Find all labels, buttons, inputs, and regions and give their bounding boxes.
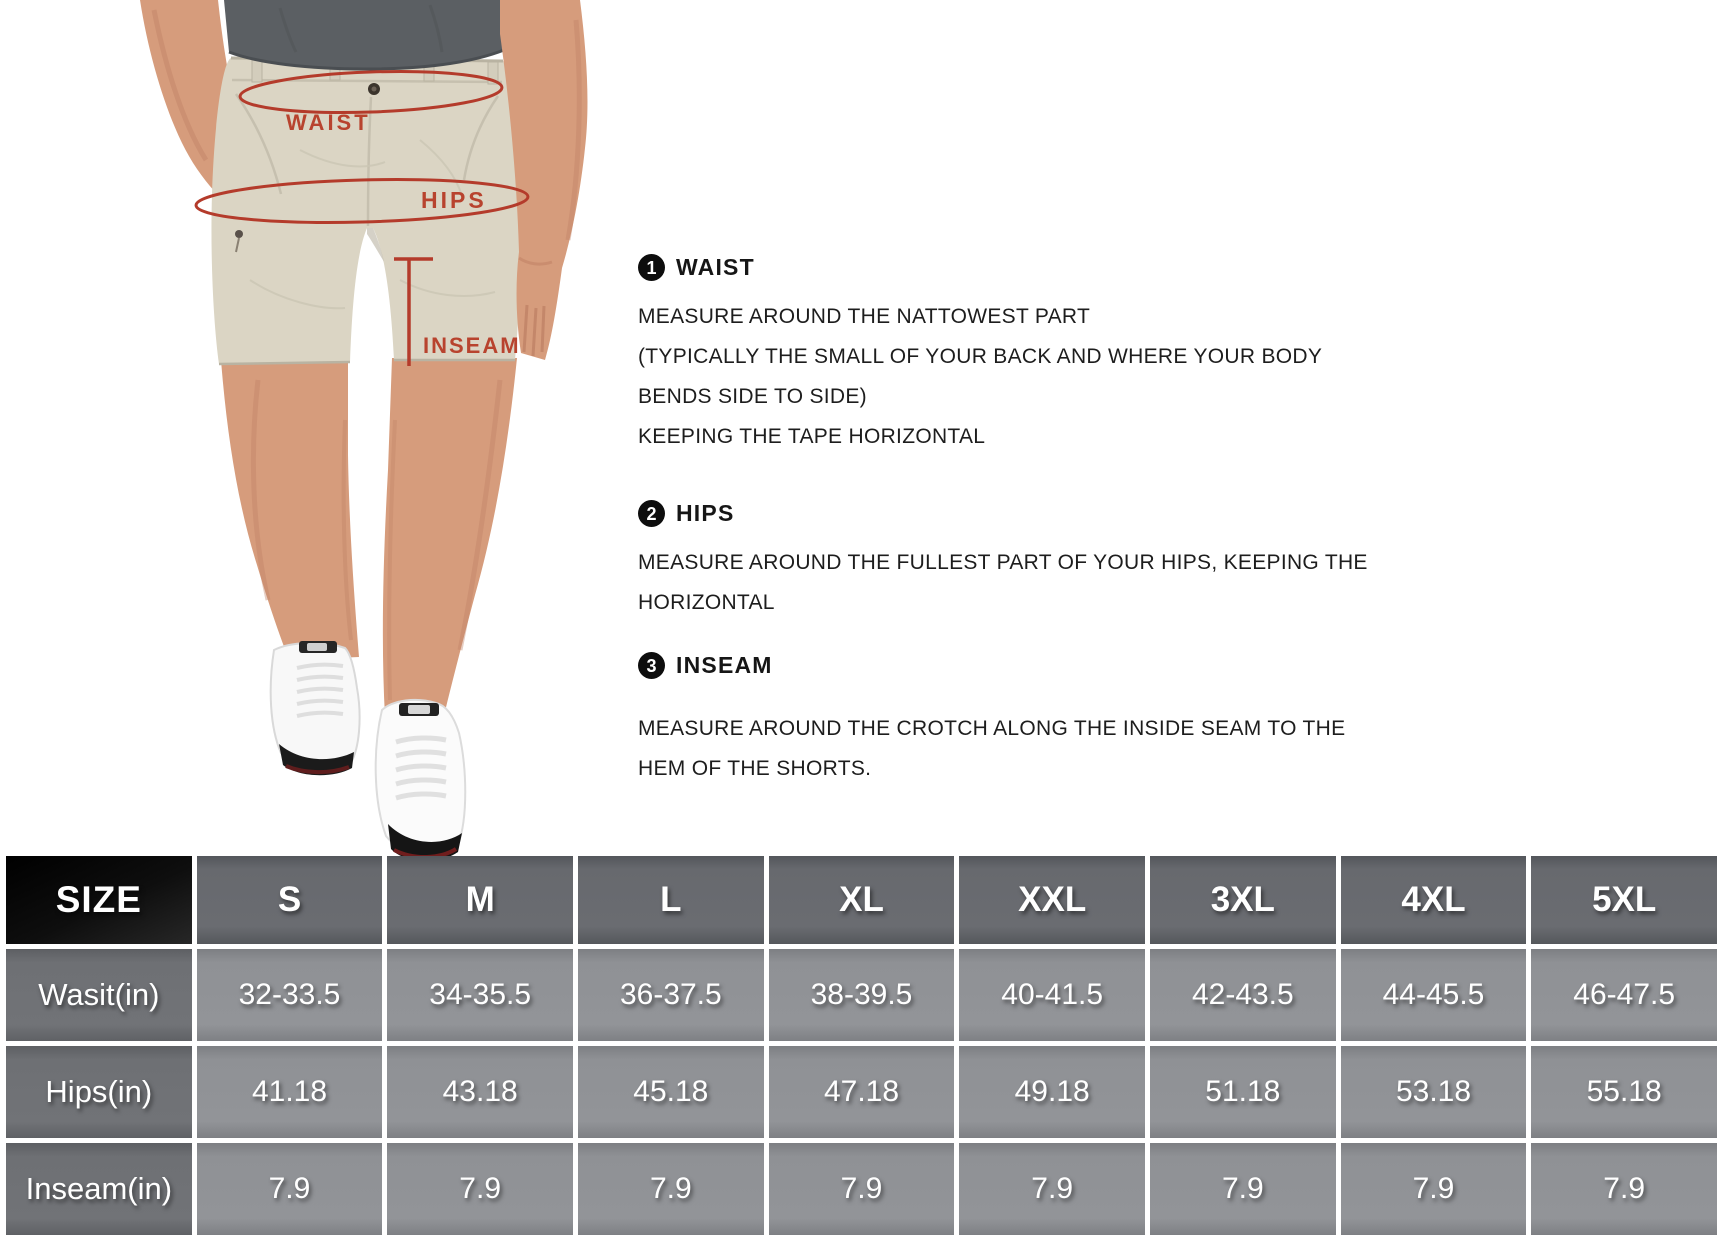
waist-value-s: 32-33.5 bbox=[197, 949, 383, 1041]
legs bbox=[221, 358, 517, 720]
instruction-line: MEASURE AROUND THE NATTOWEST PART bbox=[638, 305, 1091, 328]
instruction-title: HIPS bbox=[676, 500, 735, 526]
instruction-inseam-heading bbox=[638, 652, 1378, 679]
hips-value-l: 45.18 bbox=[578, 1046, 764, 1138]
waist-value-m: 34-35.5 bbox=[387, 949, 573, 1041]
tshirt bbox=[224, 0, 506, 69]
inseam-value-m: 7.9 bbox=[387, 1143, 573, 1235]
instruction-inseam bbox=[638, 652, 1378, 789]
inseam-value-xl: 7.9 bbox=[769, 1143, 955, 1235]
instruction-title: INSEAM bbox=[676, 652, 773, 678]
inseam-row-label: Inseam(in) bbox=[6, 1143, 192, 1235]
hips-value-xxl: 49.18 bbox=[959, 1046, 1145, 1138]
waist-value-xl: 38-39.5 bbox=[769, 949, 955, 1041]
waist-annotation-label: WAIST bbox=[286, 110, 371, 135]
size-table-corner-header: SIZE bbox=[6, 856, 192, 944]
size-col-header-s: S bbox=[197, 856, 383, 944]
size-col-header-4xl: 4XL bbox=[1341, 856, 1527, 944]
number-3-badge: 3 bbox=[638, 652, 665, 679]
inseam-value-5xl: 7.9 bbox=[1531, 1143, 1717, 1235]
inseam-value-xxl: 7.9 bbox=[959, 1143, 1145, 1235]
inseam-annotation-label: INSEAM bbox=[423, 333, 521, 358]
instruction-line: KEEPING THE TAPE HORIZONTAL bbox=[638, 425, 986, 448]
inseam-value-l: 7.9 bbox=[578, 1143, 764, 1235]
hips-value-m: 43.18 bbox=[387, 1046, 573, 1138]
instruction-line: HEM OF THE SHORTS. bbox=[638, 757, 872, 780]
waist-value-xxl: 40-41.5 bbox=[959, 949, 1145, 1041]
size-table bbox=[0, 856, 1723, 1241]
waist-value-3xl: 42-43.5 bbox=[1150, 949, 1336, 1041]
hips-value-5xl: 55.18 bbox=[1531, 1046, 1717, 1138]
waist-value-4xl: 44-45.5 bbox=[1341, 949, 1527, 1041]
hips-row-label: Hips(in) bbox=[6, 1046, 192, 1138]
size-col-header-5xl: 5XL bbox=[1531, 856, 1717, 944]
instruction-waist-heading bbox=[638, 254, 1378, 281]
waist-value-5xl: 46-47.5 bbox=[1531, 949, 1717, 1041]
instruction-line: BENDS SIDE TO SIDE) bbox=[638, 385, 867, 408]
instruction-line: MEASURE AROUND THE FULLEST PART OF YOUR HIPS, KEEPING THE bbox=[638, 551, 1368, 574]
hips-value-xl: 47.18 bbox=[769, 1046, 955, 1138]
size-col-header-xl: XL bbox=[769, 856, 955, 944]
instruction-waist bbox=[638, 254, 1378, 457]
waist-row-label: Wasit(in) bbox=[6, 949, 192, 1041]
number-2-badge: 2 bbox=[638, 500, 665, 527]
inseam-value-3xl: 7.9 bbox=[1150, 1143, 1336, 1235]
hips-annotation-label: HIPS bbox=[421, 187, 487, 213]
right-sneaker bbox=[376, 700, 466, 858]
model-illustration bbox=[0, 0, 630, 858]
instruction-title: WAIST bbox=[676, 254, 755, 280]
measuring-instructions bbox=[638, 0, 1378, 858]
instruction-line: (TYPICALLY THE SMALL OF YOUR BACK AND WHERE YOUR BODY bbox=[638, 345, 1323, 368]
inseam-value-s: 7.9 bbox=[197, 1143, 383, 1235]
instruction-line: HORIZONTAL bbox=[638, 591, 775, 614]
instruction-line: MEASURE AROUND THE CROTCH ALONG THE INSIDE SEAM TO THE bbox=[638, 717, 1346, 740]
number-1-badge: 1 bbox=[638, 254, 665, 281]
size-col-header-m: M bbox=[387, 856, 573, 944]
hips-value-s: 41.18 bbox=[197, 1046, 383, 1138]
hips-value-4xl: 53.18 bbox=[1341, 1046, 1527, 1138]
inseam-value-4xl: 7.9 bbox=[1341, 1143, 1527, 1235]
size-col-header-xxl: XXL bbox=[959, 856, 1145, 944]
instruction-hips bbox=[638, 500, 1378, 623]
hips-value-3xl: 51.18 bbox=[1150, 1046, 1336, 1138]
zipper-pull bbox=[235, 230, 243, 238]
size-col-header-l: L bbox=[578, 856, 764, 944]
size-col-header-3xl: 3XL bbox=[1150, 856, 1336, 944]
waist-value-l: 36-37.5 bbox=[578, 949, 764, 1041]
instruction-hips-heading bbox=[638, 500, 1378, 527]
left-sneaker bbox=[271, 641, 360, 775]
model-photo bbox=[0, 0, 630, 858]
